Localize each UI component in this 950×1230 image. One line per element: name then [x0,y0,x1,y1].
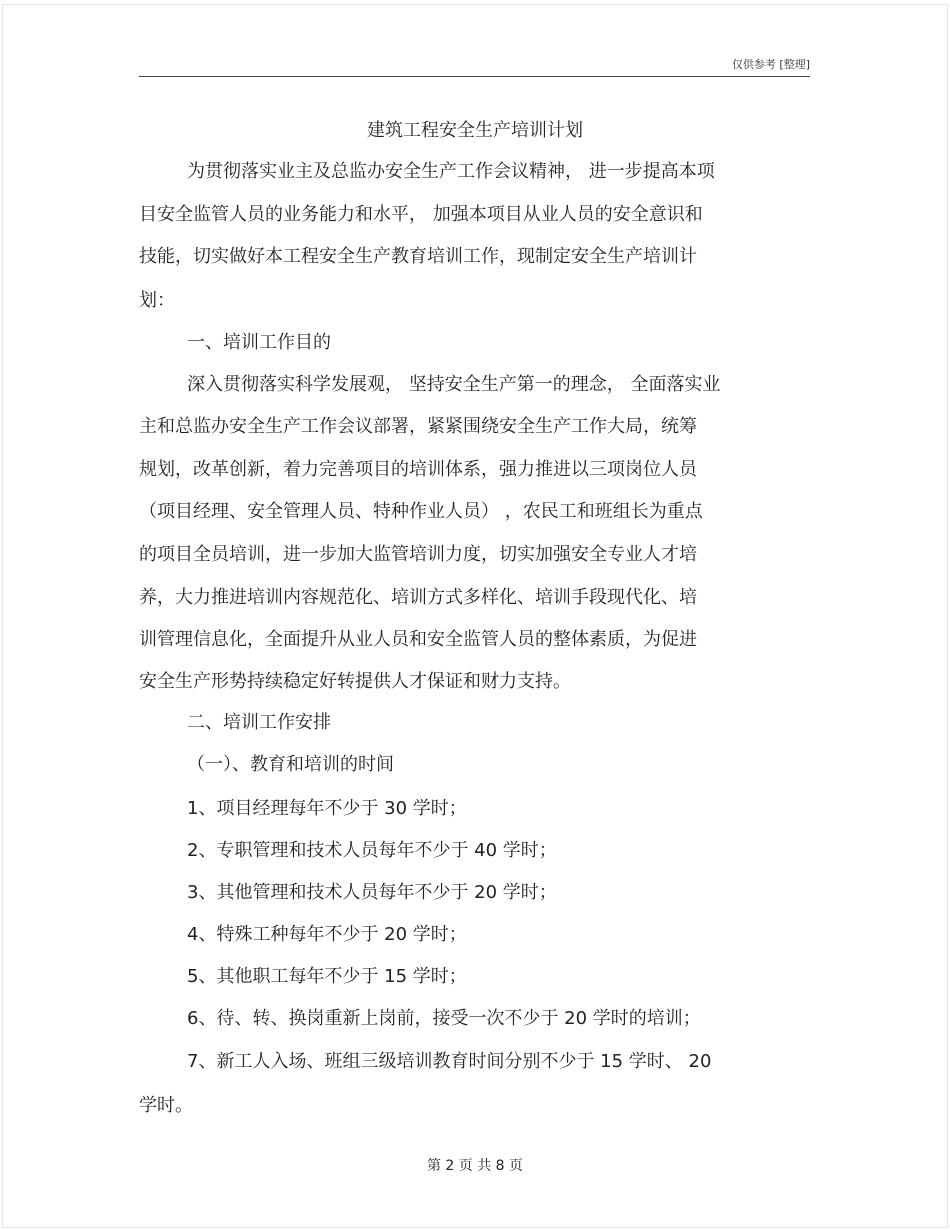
paragraph-line: 养，大力推进培训内容规范化、培训方式多样化、培训手段现代化、培 [139,587,697,608]
paragraph-line: 目安全监管人员的业务能力和水平， 加强本项目从业人员的安全意识和 [139,204,703,225]
document-title: 建筑工程安全生产培训计划 [367,120,583,141]
subsection-heading: （一）、教育和培训的时间 [187,754,394,775]
list-item: 7、新工人入场、班组三级培训教育时间分别不少于 15 学时、 20 [187,1051,712,1072]
list-item: 6、待、转、换岗重新上岗前，接受一次不少于 20 学时的培训； [187,1008,701,1029]
section-heading: 二、培训工作安排 [187,712,331,733]
page-frame [2,4,948,1228]
header-rule [139,76,810,77]
list-item: 2、专职管理和技术人员每年不少于 40 学时； [187,840,557,861]
paragraph-line: 的项目全员培训，进一步加大监管培训力度，切实加强安全专业人才培 [139,544,697,565]
paragraph-line: 训管理信息化，全面提升从业人员和安全监管人员的整体素质，为促进 [139,629,697,650]
paragraph-line: 安全生产形势持续稳定好转提供人才保证和财力支持。 [139,671,571,692]
paragraph-line: 划： [139,290,175,311]
paragraph-line: 主和总监办安全生产工作会议部署，紧紧围绕安全生产工作大局，统筹 [139,416,697,437]
paragraph-line: 为贯彻落实业主及总监办安全生产工作会议精神， 进一步提高本项 [187,161,715,182]
list-item: 1、项目经理每年不少于 30 学时； [187,798,467,819]
paragraph-line: 规划，改革创新，着力完善项目的培训体系，强力推进以三项岗位人员 [139,459,697,480]
section-heading: 一、培训工作目的 [187,332,331,353]
list-item-continuation: 学时。 [139,1095,193,1116]
header-note: 仅供参考 [整理] [731,58,810,71]
paragraph-line: （项目经理、安全管理人员、特种作业人员） ，农民工和班组长为重点 [139,501,703,522]
list-item: 4、特殊工种每年不少于 20 学时； [187,924,467,945]
paragraph-line: 技能，切实做好本工程安全生产教育培训工作，现制定安全生产培训计 [139,246,697,267]
paragraph-line: 深入贯彻落实科学发展观， 坚持安全生产第一的理念， 全面落实业 [187,374,721,395]
page-number-footer: 第 2 页 共 8 页 [426,1158,524,1174]
list-item: 3、其他管理和技术人员每年不少于 20 学时； [187,882,557,903]
list-item: 5、其他职工每年不少于 15 学时； [187,966,467,987]
